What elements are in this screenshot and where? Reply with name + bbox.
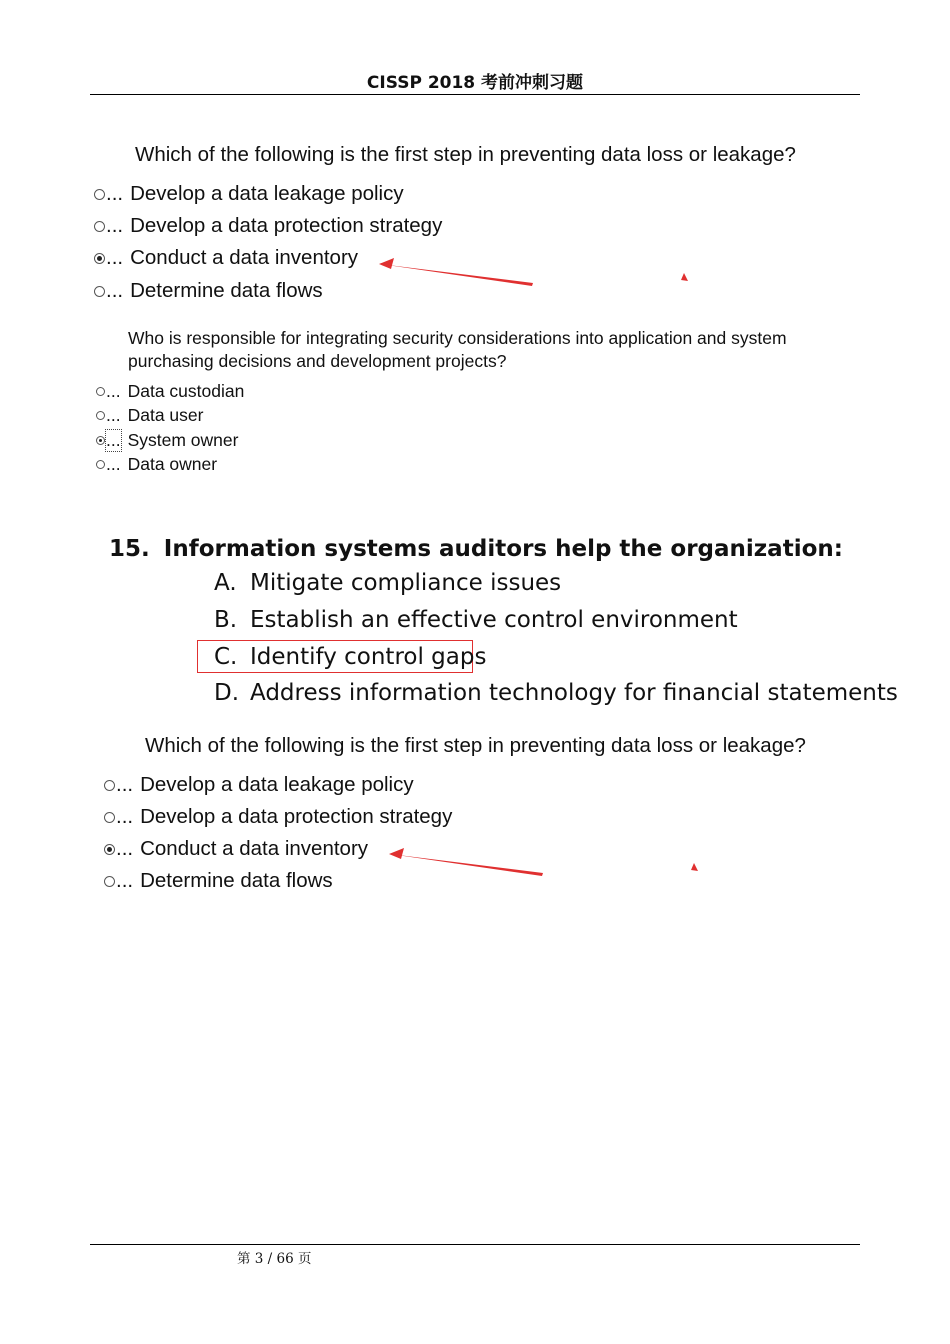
radio-checked-icon[interactable] — [96, 436, 105, 445]
ellipsis: ... — [106, 182, 124, 205]
header-divider — [90, 94, 860, 95]
ellipsis: ... — [106, 279, 124, 302]
choice-letter: A. — [214, 570, 237, 596]
option-label: System owner — [127, 430, 239, 450]
radio-unchecked-icon[interactable] — [94, 221, 105, 232]
radio-checked-icon[interactable] — [104, 844, 115, 855]
choice-label: Address information technology for financial statements — [250, 680, 898, 706]
choice-letter: B. — [214, 607, 238, 633]
option-label: Determine data flows — [140, 869, 333, 892]
ellipsis: ... — [116, 805, 134, 828]
option-label: Develop a data leakage policy — [130, 182, 404, 205]
question-text: Information systems auditors help the organization: — [163, 536, 843, 562]
annotation-mark-icon — [681, 273, 688, 281]
answer-option[interactable] — [94, 214, 442, 238]
question-text: Which of the following is the first step in preventing data loss or leakage? — [145, 734, 806, 757]
radio-unchecked-icon[interactable] — [94, 286, 105, 297]
ellipsis: ... — [106, 430, 121, 450]
option-label: Data user — [127, 405, 204, 425]
answer-option-selected[interactable] — [104, 837, 368, 861]
question-text — [128, 327, 787, 373]
option-label: Develop a data protection strategy — [130, 214, 443, 237]
answer-option-selected[interactable] — [94, 246, 358, 270]
question-text: Which of the following is the first step in preventing data loss or leakage? — [135, 143, 796, 166]
radio-unchecked-icon[interactable] — [104, 780, 115, 791]
choice-letter: C. — [214, 644, 238, 670]
option-label: Develop a data protection strategy — [140, 805, 453, 828]
option-label: Determine data flows — [130, 279, 323, 302]
answer-option-selected[interactable] — [96, 430, 238, 451]
answer-option[interactable] — [94, 182, 404, 206]
radio-unchecked-icon[interactable] — [104, 812, 115, 823]
choice-b — [214, 607, 738, 633]
radio-unchecked-icon[interactable] — [104, 876, 115, 887]
option-label: Data custodian — [127, 381, 245, 401]
answer-option[interactable] — [96, 405, 203, 426]
answer-option[interactable] — [96, 454, 217, 475]
question-line: Who is responsible for integrating security considerations into application and system — [128, 328, 787, 348]
question-15-heading — [109, 536, 843, 562]
answer-option[interactable] — [96, 381, 244, 402]
choice-letter: D. — [214, 680, 240, 706]
radio-unchecked-icon[interactable] — [96, 387, 105, 396]
ellipsis: ... — [106, 214, 124, 237]
choice-d — [214, 680, 898, 706]
page-header-title: CISSP 2018 考前冲刺习题 — [366, 73, 584, 93]
radio-unchecked-icon[interactable] — [96, 411, 105, 420]
radio-unchecked-icon[interactable] — [96, 460, 105, 469]
option-label: Data owner — [127, 454, 218, 474]
option-label: Conduct a data inventory — [140, 837, 369, 860]
footer-divider — [90, 1244, 860, 1245]
page-number: 第 3 / 66 页 — [237, 1251, 312, 1267]
question-number: 15. — [109, 536, 150, 562]
choice-a — [214, 570, 561, 596]
option-label: Develop a data leakage policy — [140, 773, 414, 796]
choice-label: Establish an effective control environment — [250, 607, 738, 633]
annotation-mark-icon — [691, 863, 698, 871]
option-label: Conduct a data inventory — [130, 246, 359, 269]
choice-label: Mitigate compliance issues — [250, 570, 562, 596]
ellipsis: ... — [116, 869, 134, 892]
ellipsis: ... — [116, 773, 134, 796]
annotation-arrow-icon — [380, 840, 720, 885]
question-line: purchasing decisions and development projects? — [128, 351, 507, 371]
ellipsis: ... — [106, 405, 121, 425]
choice-c — [214, 644, 486, 670]
answer-option[interactable] — [104, 805, 452, 829]
radio-unchecked-icon[interactable] — [94, 189, 105, 200]
choice-label: Identify control gaps — [250, 644, 487, 670]
answer-option[interactable] — [104, 773, 414, 797]
ellipsis: ... — [116, 837, 134, 860]
ellipsis: ... — [106, 454, 121, 474]
ellipsis: ... — [106, 246, 124, 269]
annotation-arrow-icon — [370, 250, 710, 295]
answer-option[interactable] — [94, 279, 323, 303]
radio-checked-icon[interactable] — [94, 253, 105, 264]
ellipsis: ... — [106, 381, 121, 401]
answer-option[interactable] — [104, 869, 333, 893]
